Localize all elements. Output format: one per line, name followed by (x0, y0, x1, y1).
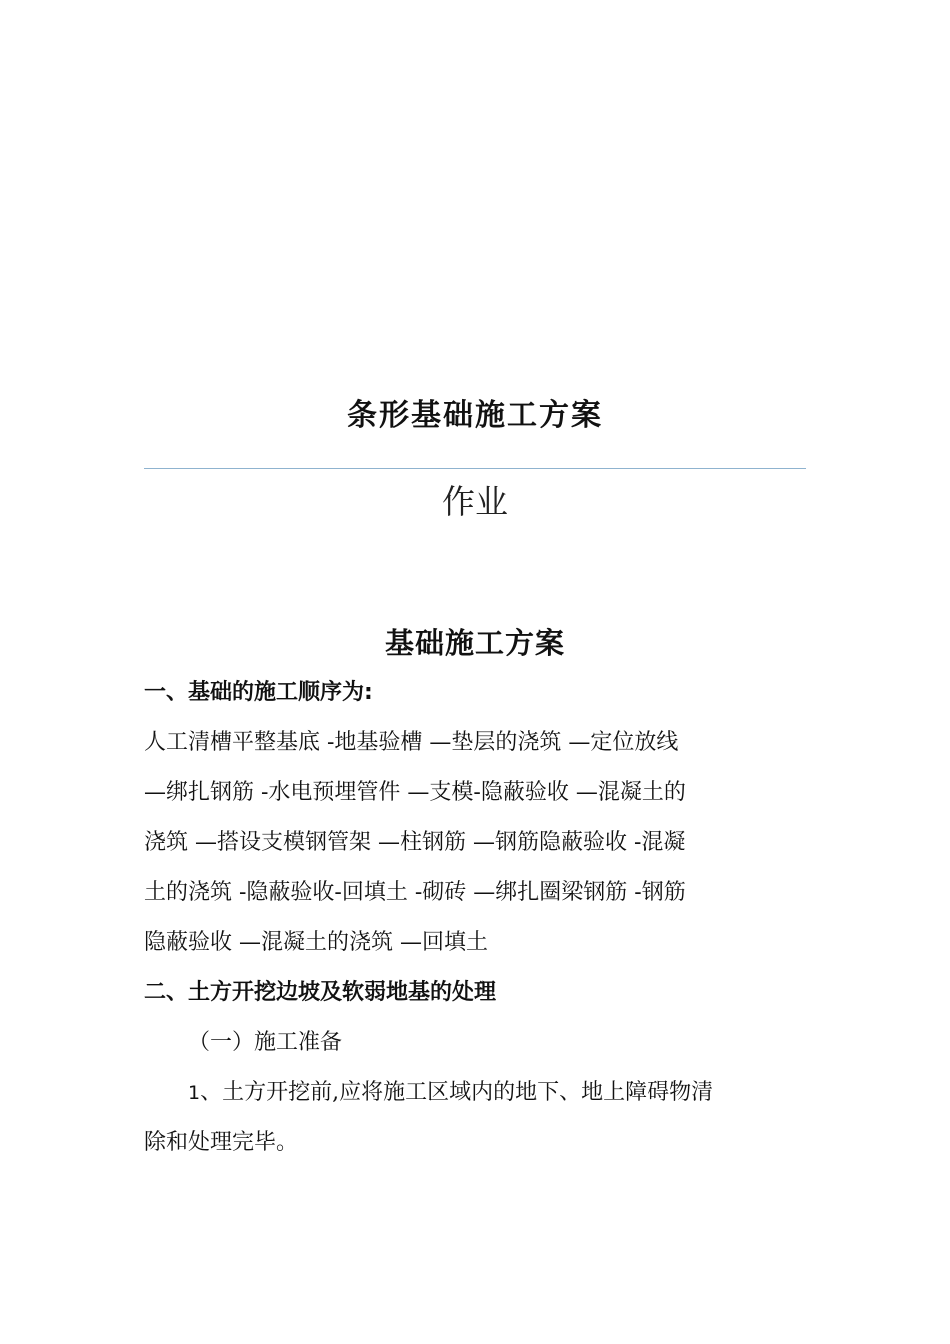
cover-subtitle: 作业 (442, 482, 508, 521)
item-1-paragraph (144, 1068, 808, 1168)
paragraph-line: 人工清槽平整基底 -地基验槽 —垫层的浇筑 —定位放线 (144, 730, 679, 755)
item-text: 、土方开挖前,应将施工区域内的地下、地上障碍物清 (200, 1080, 714, 1105)
paragraph-line: 隐蔽验收 —混凝土的浇筑 —回填土 (144, 930, 488, 955)
construction-sequence-paragraph (144, 718, 808, 968)
item-number: 1 (188, 1082, 201, 1104)
paragraph-line: 除和处理完毕。 (144, 1130, 299, 1155)
paragraph-line: —绑扎钢筋 -水电预埋管件 —支模-隐蔽验收 —混凝土的 (144, 780, 686, 805)
paragraph-line: 浇筑 —搭设支模钢管架 —柱钢筋 —钢筋隐蔽验收 -混凝 (144, 830, 686, 855)
document-title: 基础施工方案 (384, 626, 565, 660)
cover-divider (144, 468, 806, 469)
section-2-heading: 二、土方开挖边坡及软弱地基的处理 (144, 980, 497, 1005)
document-body (144, 668, 808, 1168)
paragraph-line (144, 1068, 808, 1118)
subsection-heading: （一）施工准备 (188, 1030, 343, 1055)
cover-title: 条形基础施工方案 (347, 398, 603, 433)
section-1-heading: 一、基础的施工顺序为: (144, 680, 373, 705)
paragraph-line: 土的浇筑 -隐蔽验收-回填土 -砌砖 —绑扎圈梁钢筋 -钢筋 (144, 880, 686, 905)
